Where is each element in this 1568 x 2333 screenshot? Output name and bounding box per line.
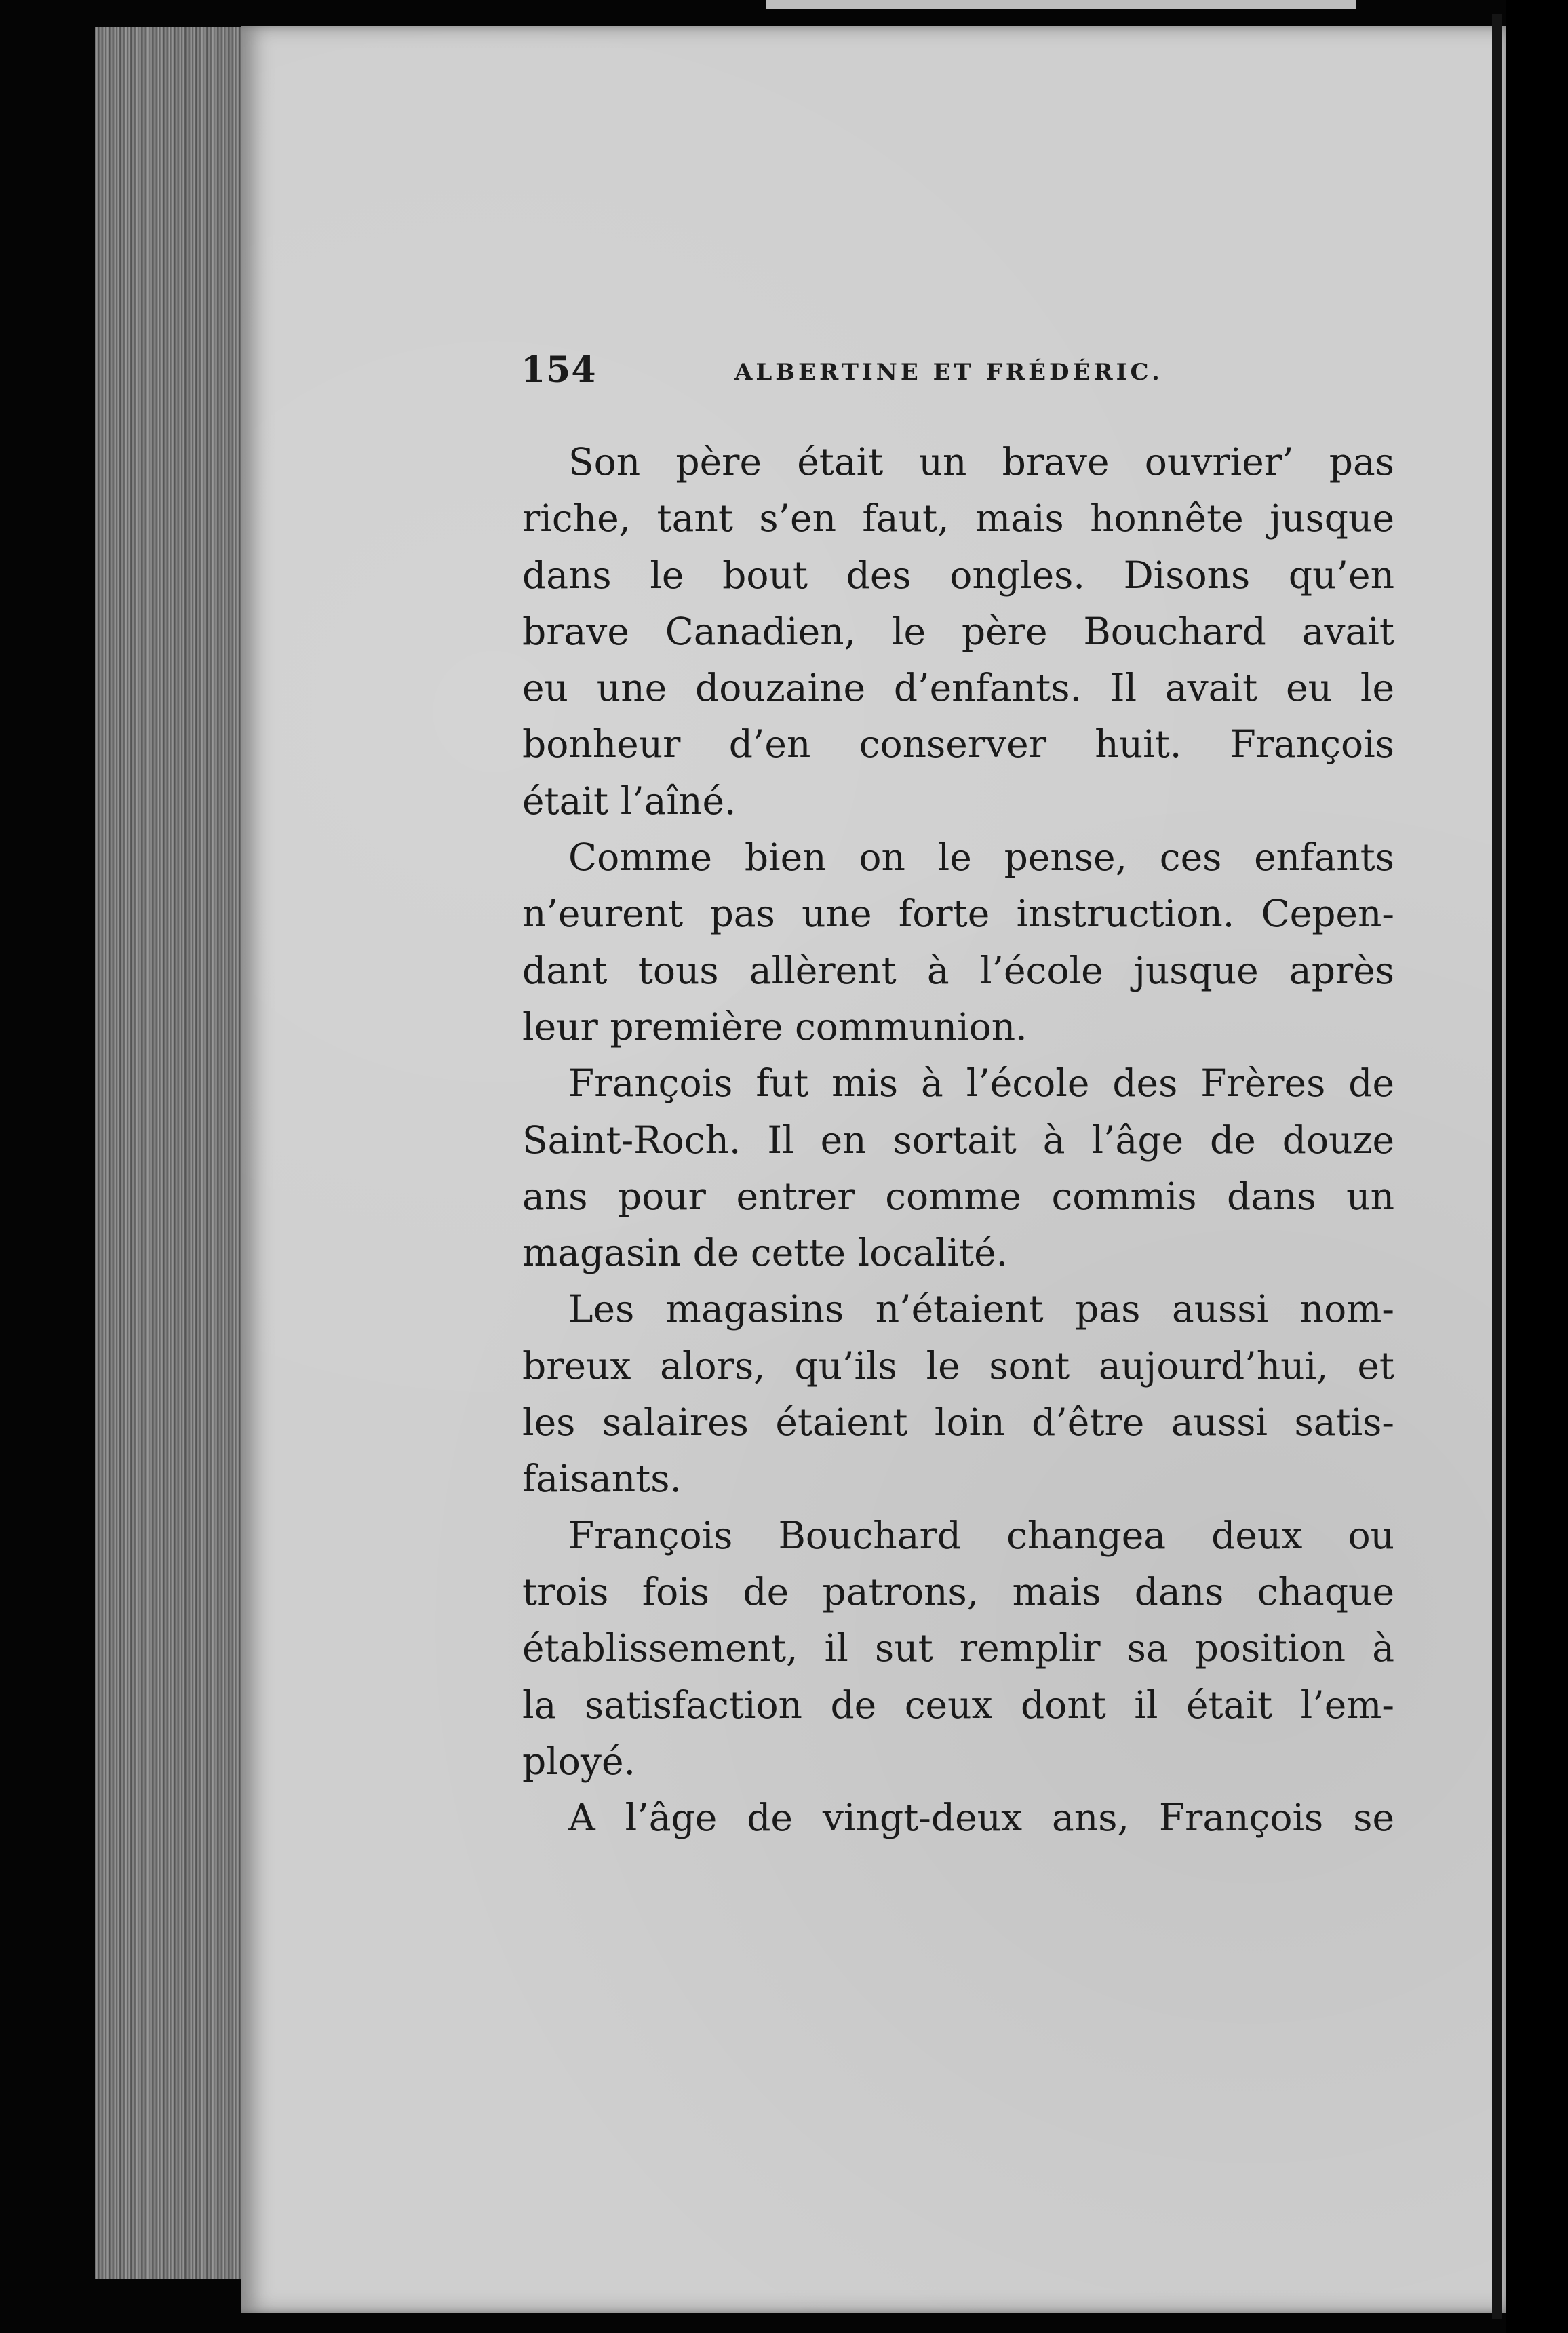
text-line: trois fois de patrons, mais dans chaque — [522, 1569, 1394, 1613]
page-gutter-shadow — [1492, 14, 1502, 2319]
paragraph — [522, 434, 1394, 829]
paragraph — [522, 829, 1394, 1055]
text-line: ployé. — [522, 1739, 636, 1783]
text-line: n’eurent pas une forte instruction. Cepen- — [522, 892, 1394, 936]
text-line: Saint-Roch. Il en sortait à l’âge de douze — [522, 1118, 1394, 1162]
scan-border — [1506, 0, 1568, 2333]
text-line: François Bouchard changea deux ou — [568, 1513, 1394, 1557]
text-line: établissement, il sut remplir sa position à — [522, 1626, 1394, 1670]
text-line: la satisfaction de ceux dont il était l’em- — [522, 1683, 1394, 1727]
text-line: breux alors, qu’ils le sont aujourd’hui, et — [522, 1344, 1394, 1388]
page-number: 154 — [521, 349, 597, 391]
text-line: Comme bien on le pense, ces enfants — [568, 836, 1394, 880]
running-head — [521, 349, 1409, 404]
text-line: François fut mis à l’école des Frères de — [568, 1061, 1394, 1105]
text-line: Les magasins n’étaient pas aussi nom- — [568, 1287, 1394, 1331]
facing-page-edge — [766, 0, 1356, 9]
paragraph — [522, 1281, 1394, 1507]
text-line: dant tous allèrent à l’école jusque après — [522, 948, 1394, 992]
paragraph — [522, 1790, 1394, 1846]
page-edges — [95, 27, 247, 2279]
text-line: Son père était un brave ouvrier’ pas — [568, 440, 1394, 484]
text-line: brave Canadien, le père Bouchard avait — [522, 609, 1394, 653]
text-line: bonheur d’en conserver huit. François — [522, 722, 1394, 766]
text-line: A l’âge de vingt-deux ans, François se — [568, 1796, 1394, 1840]
text-line: les salaires étaient loin d’être aussi satis- — [522, 1400, 1394, 1445]
paragraph — [522, 1508, 1394, 1790]
text-line: était l’aîné. — [522, 779, 737, 823]
text-line: eu une douzaine d’enfants. Il avait eu le — [522, 666, 1394, 710]
text-line: dans le bout des ongles. Disons qu’en — [522, 553, 1394, 597]
text-line: riche, tant s’en faut, mais honnête jusque — [522, 496, 1394, 541]
text-line: leur première communion. — [522, 1004, 1027, 1048]
running-title: ALBERTINE ET FRÉDÉRIC. — [734, 359, 1163, 386]
text-line: ans pour entrer comme commis dans un — [522, 1174, 1394, 1218]
text-line: faisants. — [522, 1457, 682, 1501]
text-line: magasin de cette localité. — [522, 1231, 1008, 1275]
body-text — [522, 434, 1394, 1846]
paragraph — [522, 1055, 1394, 1281]
